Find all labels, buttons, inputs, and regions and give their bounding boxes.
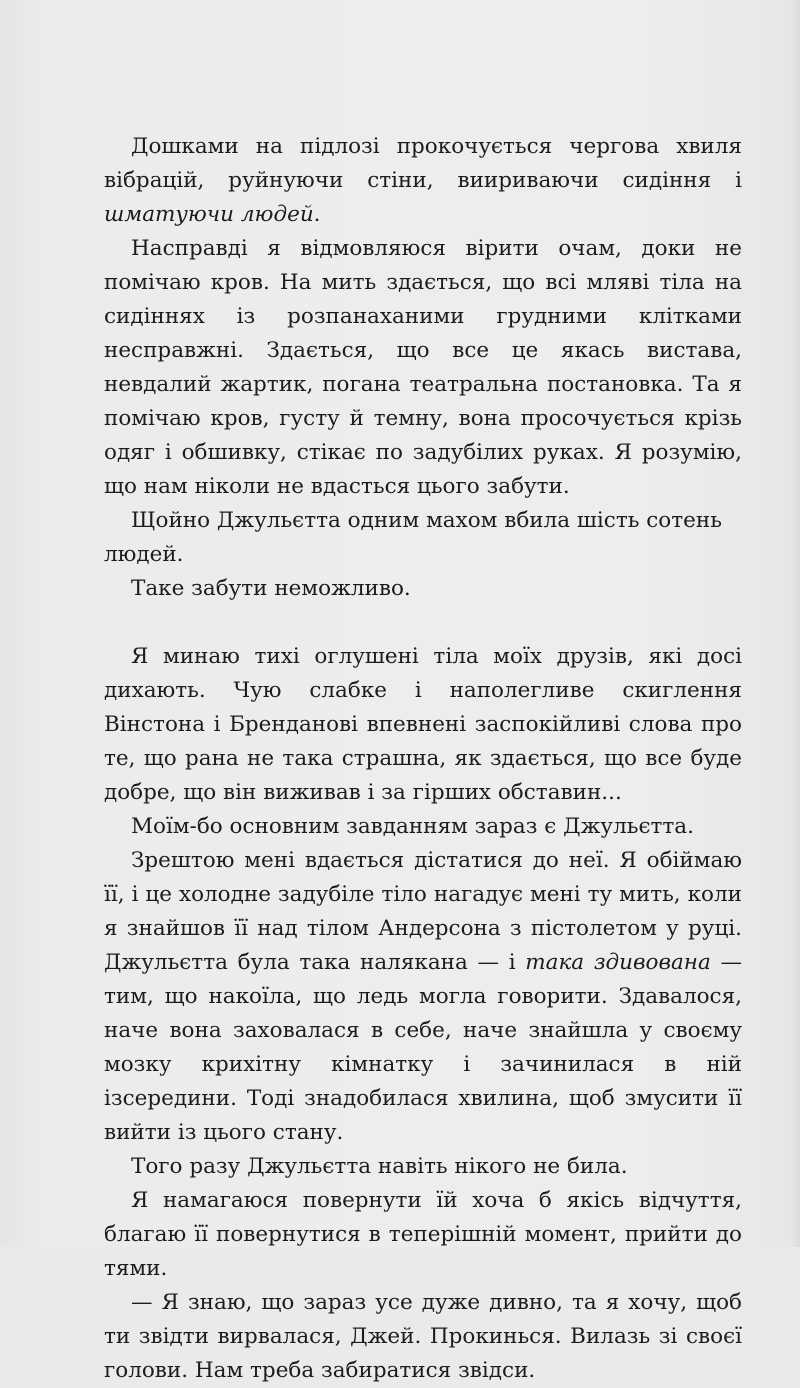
paragraph-2: [104, 232, 742, 504]
text-run: Дошками на підлозі прокочується чергова хвиля вібрацій, руйнуючи стіни, виириваючи сидіння і: [104, 134, 742, 193]
text-run: Зрештою мені вдається дістатися до неї. Я обіймаю її, і це холодне задубіле тіло нагадує мені ту мить, коли я знайшов її над тілом Андерсона з пістолетом у руці. Джульєтта була така налякана — і: [104, 848, 742, 975]
italic-text-run: шматуючи людей: [104, 202, 314, 227]
paragraph-5: [104, 640, 742, 810]
text-run: Я минаю тихі оглушені тіла моїх друзів, які досі дихають. Чую слабке і наполегливе скиглення Вінстона і Бренданові впевнені заспокійливі слова про те, що рана не така страшна, як здається, що все буде добре, що він виживав і за гірших обставин...: [104, 644, 742, 805]
text-run: Щойно Джульєтта одним махом вбила шість сотень людей.: [104, 508, 722, 567]
paragraph-8: [104, 1150, 742, 1184]
paragraph-3: [104, 504, 742, 572]
paragraph-10: [104, 1286, 742, 1388]
page-text: [104, 130, 742, 1388]
paragraph-1: [104, 130, 742, 232]
text-run: — Я знаю, що зараз усе дуже дивно, та я хочу, щоб ти звідти вирвалася, Джей. Прокинься. Вилазь зі своєї голови. Нам треба забиратися звідси.: [104, 1290, 742, 1383]
paragraph-4: [104, 572, 742, 606]
page-edge-shadow: [790, 0, 800, 1247]
paragraph-9: [104, 1184, 742, 1286]
italic-text-run: така здивована: [525, 950, 711, 975]
text-run: .: [313, 202, 321, 227]
paragraph-7: [104, 844, 742, 1150]
paragraph-6: [104, 810, 742, 844]
text-run: Моїм-бо основним завданням зараз є Джульєтта.: [131, 814, 694, 839]
text-run: Таке забути неможливо.: [131, 576, 411, 601]
text-run: Того разу Джульєтта навіть нікого не била.: [131, 1154, 628, 1179]
text-run: Насправді я відмовляюся вірити очам, доки не помічаю кров. На мить здається, що всі мляві тіла на сидіннях із розпанаханими грудними клітками несправжні. Здається, що все це якась вистава, невдалий жартик, погана театральна постановка. Та я помічаю кров, густу й темну, вона просочується крізь одяг і обшивку, стікає по задубілих руках. Я розумію, що нам ніколи не вдасться цього забути.: [104, 236, 742, 499]
text-run: Я намагаюся повернути їй хоча б якісь відчуття, благаю її повернутися в теперішній момент, прийти до тями.: [104, 1188, 742, 1281]
text-run: — тим, що накоїла, що ледь могла говорити. Здавалося, наче вона заховалася в себе, наче знайшла у своєму мозку крихітну кімнатку і зачинилася в ній ізсередини. Тоді знадобилася хвилина, щоб змусити її вийти із цього стану.: [104, 950, 742, 1145]
